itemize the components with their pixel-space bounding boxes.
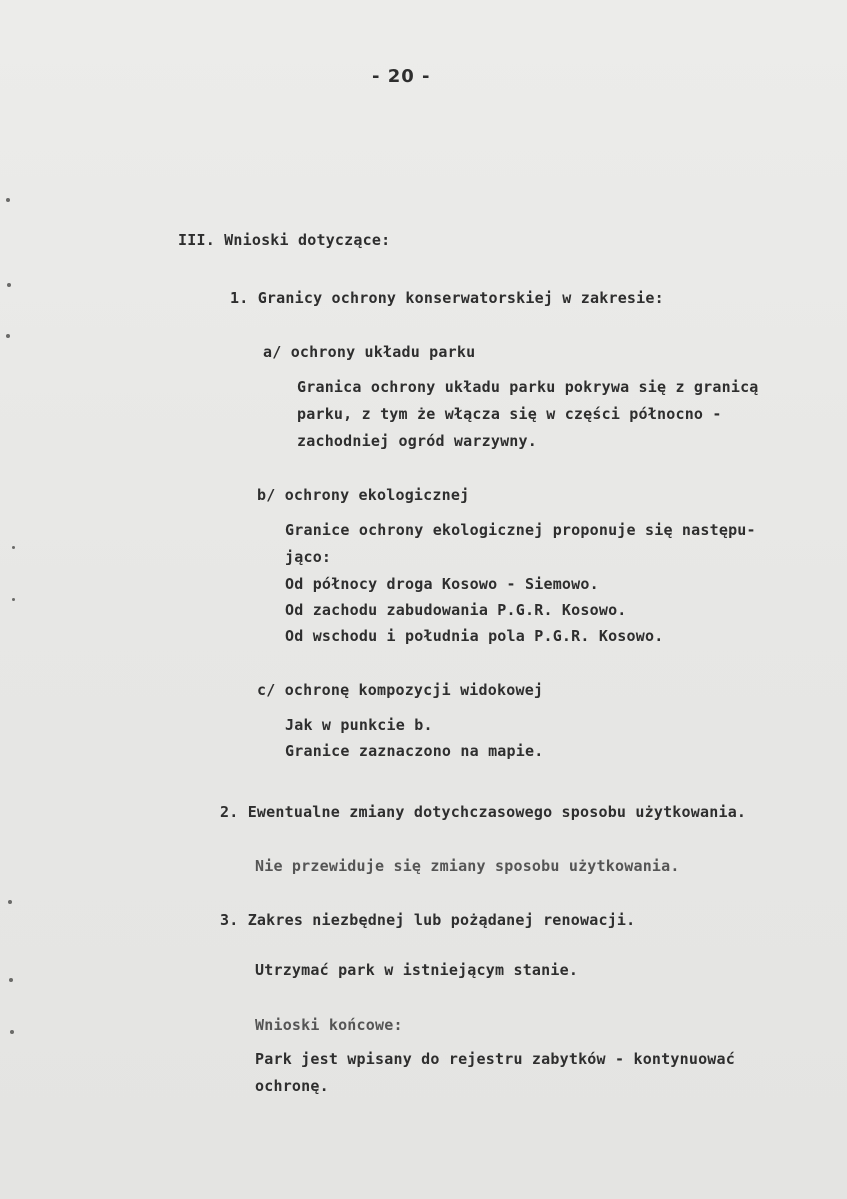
margin-mark	[7, 283, 11, 287]
margin-mark	[6, 198, 10, 202]
final-line: ochronę.	[255, 1077, 329, 1095]
page-number: - 20 -	[372, 66, 431, 87]
point-1a-line: parku, z tym że włącza się w części północno -	[297, 405, 722, 423]
point-1c-label: c/ ochronę kompozycji widokowej	[257, 681, 544, 699]
final-label: Wnioski końcowe:	[255, 1016, 403, 1034]
point-1b-line: Od północy droga Kosowo - Siemowo.	[285, 575, 599, 593]
point-1b-line: Od wschodu i południa pola P.G.R. Kosowo.	[285, 627, 664, 645]
point-1b-line: jąco:	[285, 548, 332, 566]
point-1c-line: Jak w punkcie b.	[285, 716, 433, 734]
margin-mark	[6, 334, 10, 338]
point-3-text: Utrzymać park w istniejącym stanie.	[255, 961, 579, 979]
margin-mark	[12, 546, 15, 549]
point-2-text: Nie przewiduje się zmiany sposobu użytkowania.	[255, 857, 680, 875]
point-1c-line: Granice zaznaczono na mapie.	[285, 742, 544, 760]
point-1b-line: Od zachodu zabudowania P.G.R. Kosowo.	[285, 601, 627, 619]
point-1a-label: a/ ochrony układu parku	[263, 343, 476, 361]
margin-mark	[8, 900, 12, 904]
point-1a-line: zachodniej ogród warzywny.	[297, 432, 537, 450]
final-line: Park jest wpisany do rejestru zabytków - kontynuować	[255, 1050, 735, 1068]
margin-mark	[9, 978, 13, 982]
point-1a-line: Granica ochrony układu parku pokrywa się z granicą	[297, 378, 759, 396]
point-2-title: 2. Ewentualne zmiany dotychczasowego sposobu użytkowania.	[220, 803, 747, 821]
section-heading: III. Wnioski dotyczące:	[178, 231, 391, 249]
point-1-title: 1. Granicy ochrony konserwatorskiej w zakresie:	[230, 289, 664, 307]
margin-mark	[12, 598, 15, 601]
margin-mark	[10, 1030, 14, 1034]
point-1b-label: b/ ochrony ekologicznej	[257, 486, 470, 504]
point-1b-line: Granice ochrony ekologicznej proponuje się następu-	[285, 521, 756, 539]
point-3-title: 3. Zakres niezbędnej lub pożądanej renowacji.	[220, 911, 636, 929]
